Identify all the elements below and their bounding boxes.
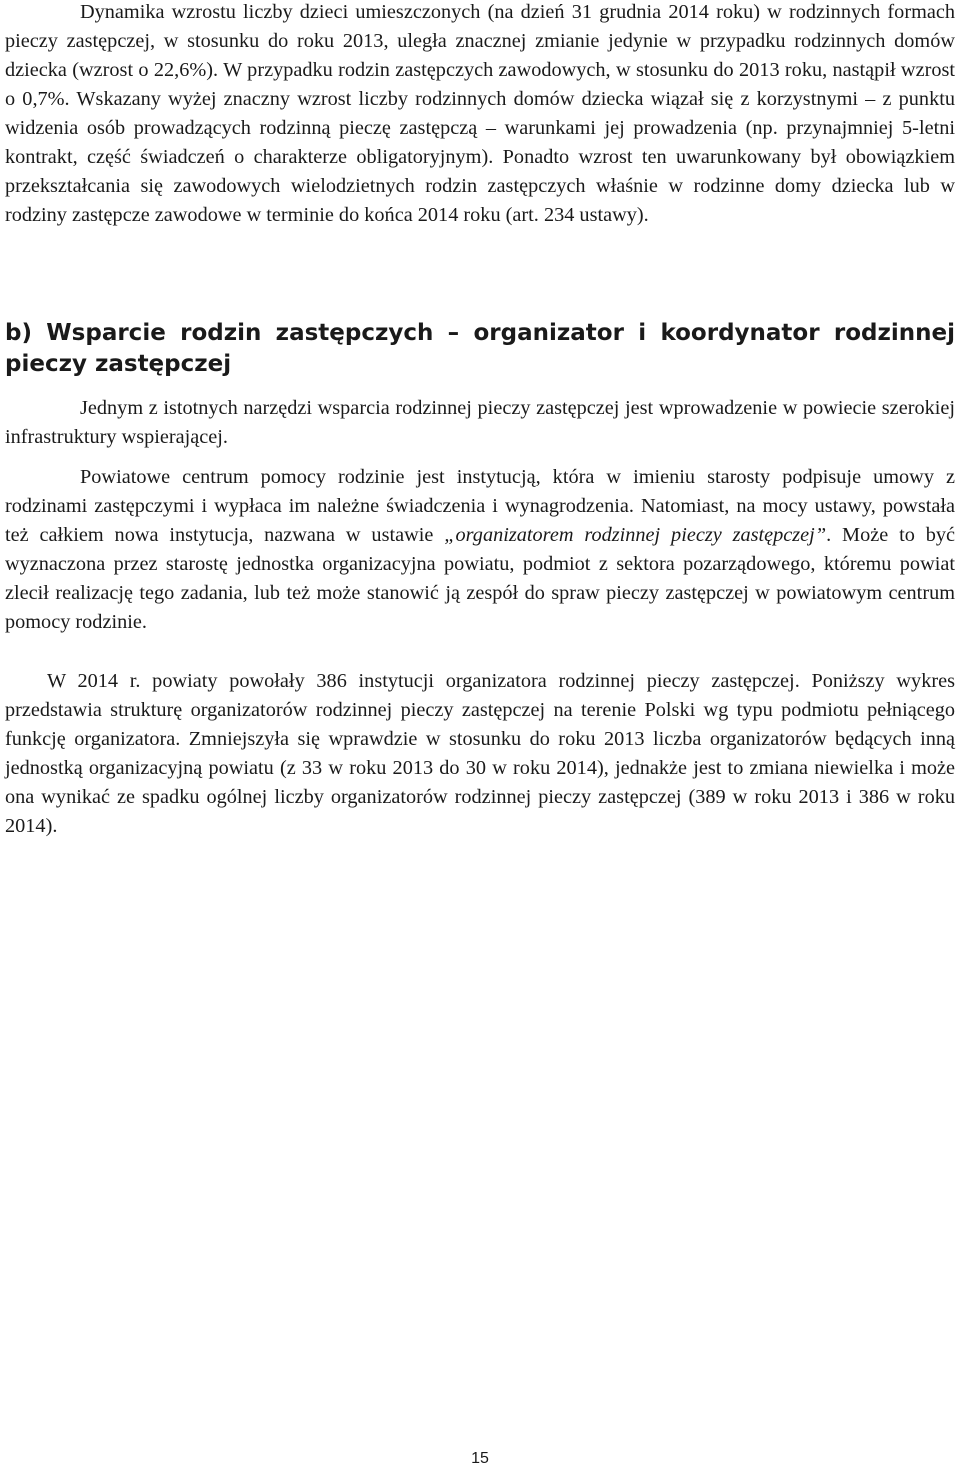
paragraph-foster-care-growth: Dynamika wzrostu liczby dzieci umieszczonych (na dzień 31 grudnia 2014 roku) w rodzinnych formach pieczy zastępczej, w stosunku do roku 2013, uległa znacznej zmianie jedynie w przypadku rodzinnych domów dziecka (wzrost o 22,6%). W przypadku rodzin zastępczych zawodowych, w stosunku do 2013 roku, nastąpił wzrost o 0,7%. Wskazany wyżej znaczny wzrost liczby rodzinnych domów dziecka wiązał się z korzystnymi – z punktu widzenia osób prowadzących rodzinną pieczę zastępczą – warunkami jej prowadzenia (np. przynajmniej 5-letni kontrakt, część świadczeń o charakterze obligatoryjnym). Ponadto wzrost ten uwarunkowany był obowiązkiem przekształcania się zawodowych wielodzietnych rodzin zastępczych właśnie w rodzinne domy dziecka lub w rodziny zastępcze zawodowe w terminie do końca 2014 roku (art. 234 ustawy). [5,1,955,226]
paragraph-organizer-statistics: W 2014 r. powiaty powołały 386 instytucji organizatora rodzinnej pieczy zastępczej. Poniższy wykres przedstawia strukturę organizatorów rodzinnej pieczy zastępczej na terenie Polski wg typu podmiotu pełniącego funkcję organizatora. Zmniejszyła się wprawdzie w stosunku do roku 2013 liczba organizatorów będących inną jednostką organizacyjną powiatu (z 33 w roku 2013 do 30 w roku 2014), jednakże jest to zmiana niewielka i może ona wynikać ze spadku ogólnej liczby organizatorów rodzinnej pieczy zastępczej (389 w roku 2013 i 386 w roku 2014). [5,670,955,837]
paragraph-pcpr-text-start: Powiatowe centrum pomocy rodzinie jest instytucją, która w imieniu starosty podpisuje umowy z rodzinami zastępczymi i wypłaca im należne świadczenia i wynagrodzenia. Natomiast, na mocy ustawy, powstała też całkiem nowa instytucja, nazwana w ustawie [5,466,955,546]
page-number: 15 [471,1450,489,1467]
paragraph-support-infrastructure: Jednym z istotnych narzędzi wsparcia rodzinnej pieczy zastępczej jest wprowadzenie w powiecie szerokiej infrastruktury wspierającej. [5,397,955,448]
paragraph-pcpr-text-end: . Może to być wyznaczona przez starostę jednostka organizacyjna powiatu, podmiot z sektora pozarządowego, któremu powiat zlecił realizację tego zadania, lub też może stanowić ją zespół do spraw pieczy zastępczej w powiatowym centrum pomocy rodzinie. [5,524,955,633]
paragraph-pcpr-organizer [5,463,955,637]
section-heading: b) Wsparcie rodzin zastępczych – organizator i koordynator rodzinnej pieczy zastępczej [5,320,955,377]
organizer-term-emphasis: „organizatorem rodzinnej pieczy zastępczej” [444,524,827,546]
